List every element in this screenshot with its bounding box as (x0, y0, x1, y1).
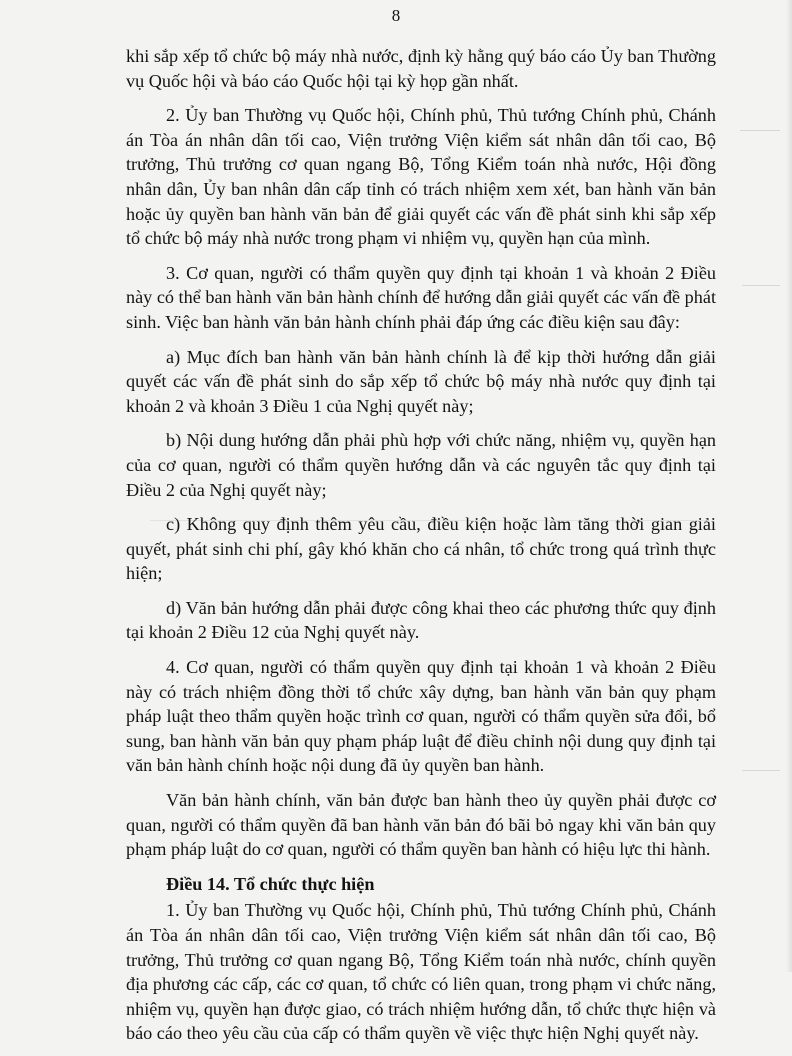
show-through-mark (742, 285, 780, 286)
list-item: a) Mục đích ban hành văn bản hành chính là để kịp thời hướng dẫn giải quyết các vấn đề phát sinh do sắp xếp tổ chức bộ máy nhà nước quy định tại khoản 2 và khoản 3 Điều 1 của Nghị quyết này; (126, 346, 716, 416)
page-edge-shadow (786, 0, 792, 972)
show-through-mark (740, 130, 780, 131)
page-number: 8 (391, 6, 401, 25)
list-item: c) Không quy định thêm yêu cầu, điều kiện hoặc làm tăng thời gian giải quyết, phát sinh chi phí, gây khó khăn cho cá nhân, tổ chức trong quá trình thực hiện; (126, 514, 716, 584)
list-item: b) Nội dung hướng dẫn phải phù hợp với chức năng, nhiệm vụ, quyền hạn của cơ quan, người có thẩm quyền hướng dẫn và các nguyên tắc quy định tại Điều 2 của Nghị quyết này; (126, 430, 716, 500)
paragraph: 4. Cơ quan, người có thẩm quyền quy định tại khoản 1 và khoản 2 Điều này có trách nhiệm đồng thời tổ chức xây dựng, ban hành văn bản quy phạm pháp luật theo thẩm quyền hoặc trình cơ quan, người có thẩm quyền sửa đổi, bổ sung, ban hành văn bản quy phạm pháp luật để điều chỉnh nội dung quy định tại văn bản hành chính hoặc nội dung đã ủy quyền ban hành. (126, 657, 716, 776)
paragraph: khi sắp xếp tổ chức bộ máy nhà nước, định kỳ hằng quý báo cáo Ủy ban Thường vụ Quốc hội và báo cáo Quốc hội tại kỳ họp gần nhất. (126, 46, 716, 91)
list-item: d) Văn bản hướng dẫn phải được công khai theo các phương thức quy định tại khoản 2 Điều 12 của Nghị quyết này. (126, 597, 716, 643)
paragraph: Văn bản hành chính, văn bản được ban hành theo ủy quyền phải được cơ quan, người có thẩm quyền đã ban hành văn bản đó bãi bỏ ngay khi văn bản quy phạm pháp luật do cơ quan, người có thẩm quyền ban hành có hiệu lực thi hành. (126, 790, 716, 860)
show-through-mark (742, 770, 780, 771)
paragraph: 3. Cơ quan, người có thẩm quyền quy định tại khoản 1 và khoản 2 Điều này có thể ban hành văn bản hành chính để hướng dẫn giải quyết các vấn đề phát sinh. Việc ban hành văn bản hành chính phải đáp ứng các điều kiện sau đây: (126, 262, 716, 332)
article-heading: Điều 14. Tổ chức thực hiện (166, 873, 375, 894)
document-body (126, 44, 716, 1056)
paragraph: 2. Ủy ban Thường vụ Quốc hội, Chính phủ, Thủ tướng Chính phủ, Chánh án Tòa án nhân dân tối cao, Viện trưởng Viện kiểm sát nhân dân tối cao, Bộ trưởng, Thủ trưởng cơ quan ngang Bộ, Tổng Kiểm toán nhà nước, Hội đồng nhân dân, Ủy ban nhân dân cấp tỉnh có trách nhiệm xem xét, ban hành văn bản hoặc ủy quyền ban hành văn bản để giải quyết các vấn đề phát sinh khi sắp xếp tổ chức bộ máy nhà nước trong phạm vi nhiệm vụ, quyền hạn của mình. (126, 105, 716, 249)
paragraph: 1. Ủy ban Thường vụ Quốc hội, Chính phủ, Thủ tướng Chính phủ, Chánh án Tòa án nhân dân tối cao, Viện trưởng Viện kiểm sát nhân dân tối cao, Bộ trưởng, Thủ trưởng cơ quan ngang Bộ, Tổng Kiểm toán nhà nước, chính quyền địa phương các cấp, các cơ quan, tổ chức có liên quan, trong phạm vi chức năng, nhiệm vụ, quyền hạn được giao, có trách nhiệm hướng dẫn, tổ chức thực hiện và báo cáo theo yêu cầu của cấp có thẩm quyền về việc thực hiện Nghị quyết này. (126, 900, 716, 1044)
